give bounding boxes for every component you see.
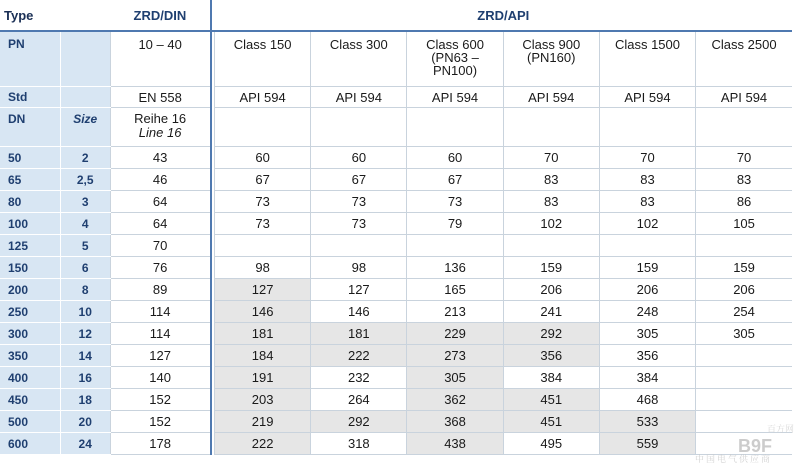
api-value-cell: 73 <box>311 191 407 213</box>
api-value-cell: 83 <box>696 169 792 191</box>
api-value-cell: 451 <box>503 411 599 433</box>
api-value-cell: 206 <box>696 279 792 301</box>
group-header-row <box>0 0 792 31</box>
api-value-cell: 232 <box>311 367 407 389</box>
api-value-cell: 206 <box>599 279 695 301</box>
api-value-cell: 222 <box>311 345 407 367</box>
std-label-blank <box>60 87 110 108</box>
api-value-cell: 222 <box>215 433 311 455</box>
dn-cell: 50 <box>0 147 60 169</box>
api-value-cell: 127 <box>311 279 407 301</box>
size-cell: 18 <box>60 389 110 411</box>
table-row <box>0 279 792 301</box>
din-value-cell: 114 <box>110 323 210 345</box>
api-value-cell: 79 <box>407 213 503 235</box>
api-value-cell: 83 <box>599 169 695 191</box>
dn-cell: 350 <box>0 345 60 367</box>
api-value-cell: 102 <box>599 213 695 235</box>
std-row <box>0 87 792 108</box>
size-cell: 16 <box>60 367 110 389</box>
std-api-cell: API 594 <box>215 87 311 108</box>
api-value-cell: 495 <box>503 433 599 455</box>
api-value-cell: 533 <box>599 411 695 433</box>
din-line-cell <box>110 108 210 147</box>
api-value-cell: 241 <box>503 301 599 323</box>
size-cell: 3 <box>60 191 110 213</box>
table-row <box>0 433 792 455</box>
api-value-cell: 229 <box>407 323 503 345</box>
table-row <box>0 323 792 345</box>
size-cell: 2,5 <box>60 169 110 191</box>
api-value-cell <box>696 389 792 411</box>
dn-cell: 600 <box>0 433 60 455</box>
api-value-cell: 468 <box>599 389 695 411</box>
api-value-cell <box>696 235 792 257</box>
api-value-cell: 305 <box>407 367 503 389</box>
api-value-cell: 184 <box>215 345 311 367</box>
type-label: Type <box>0 0 110 31</box>
din-value-cell: 89 <box>110 279 210 301</box>
table-row <box>0 389 792 411</box>
api-value-cell: 181 <box>215 323 311 345</box>
api-value-cell: 273 <box>407 345 503 367</box>
watermark-site: 百方网 <box>766 424 794 434</box>
api-value-cell: 203 <box>215 389 311 411</box>
table-row <box>0 257 792 279</box>
api-value-cell: 362 <box>407 389 503 411</box>
size-cell: 4 <box>60 213 110 235</box>
dn-cell: 300 <box>0 323 60 345</box>
api-group-label: ZRD/API <box>215 0 793 31</box>
api-value-cell: 60 <box>215 147 311 169</box>
pn-class-cell: Class 2500 <box>696 31 792 87</box>
din-value-cell: 46 <box>110 169 210 191</box>
pn-class-cell: Class 300 <box>311 31 407 87</box>
api-value-cell: 318 <box>311 433 407 455</box>
dn-cell: 65 <box>0 169 60 191</box>
din-line-en: Line 16 <box>138 125 182 140</box>
api-value-cell: 70 <box>696 147 792 169</box>
api-value-cell: 384 <box>599 367 695 389</box>
din-value-cell: 64 <box>110 213 210 235</box>
din-line-de: Reihe 16 <box>134 111 187 126</box>
api-value-cell: 191 <box>215 367 311 389</box>
size-cell: 2 <box>60 147 110 169</box>
din-value-cell: 152 <box>110 389 210 411</box>
pn-row <box>0 31 792 87</box>
api-value-cell: 264 <box>311 389 407 411</box>
api-value-cell: 70 <box>599 147 695 169</box>
size-cell: 24 <box>60 433 110 455</box>
size-cell: 5 <box>60 235 110 257</box>
std-api-cell: API 594 <box>599 87 695 108</box>
api-value-cell: 356 <box>503 345 599 367</box>
din-group-label: ZRD/DIN <box>110 0 210 31</box>
dn-cell: 80 <box>0 191 60 213</box>
table-row <box>0 147 792 169</box>
din-value-cell: 64 <box>110 191 210 213</box>
api-value-cell: 105 <box>696 213 792 235</box>
din-value-cell: 127 <box>110 345 210 367</box>
size-cell: 20 <box>60 411 110 433</box>
api-value-cell: 159 <box>503 257 599 279</box>
table-row <box>0 301 792 323</box>
empty-cell <box>311 108 407 147</box>
size-cell: 10 <box>60 301 110 323</box>
api-value-cell: 60 <box>311 147 407 169</box>
std-api-cell: API 594 <box>503 87 599 108</box>
empty-cell <box>407 108 503 147</box>
api-value-cell: 83 <box>503 169 599 191</box>
dn-cell: 400 <box>0 367 60 389</box>
table-row <box>0 191 792 213</box>
api-value-cell: 146 <box>311 301 407 323</box>
dn-cell: 200 <box>0 279 60 301</box>
api-value-cell: 146 <box>215 301 311 323</box>
api-value-cell: 98 <box>311 257 407 279</box>
std-din-value: EN 558 <box>110 87 210 108</box>
api-value-cell: 384 <box>503 367 599 389</box>
api-value-cell: 213 <box>407 301 503 323</box>
api-value-cell: 60 <box>407 147 503 169</box>
table-row <box>0 411 792 433</box>
size-label: Size <box>60 108 110 147</box>
api-value-cell: 451 <box>503 389 599 411</box>
dn-cell: 125 <box>0 235 60 257</box>
din-value-cell: 43 <box>110 147 210 169</box>
watermark-subtitle: 中国电气供应商 <box>694 454 772 464</box>
api-value-cell: 356 <box>599 345 695 367</box>
api-value-cell: 159 <box>696 257 792 279</box>
api-value-cell: 83 <box>599 191 695 213</box>
din-value-cell: 178 <box>110 433 210 455</box>
std-label: Std <box>0 87 60 108</box>
api-value-cell: 368 <box>407 411 503 433</box>
pn-class-cell: Class 1500 <box>599 31 695 87</box>
api-value-cell <box>407 235 503 257</box>
empty-cell <box>696 108 792 147</box>
din-value-cell: 140 <box>110 367 210 389</box>
api-value-cell: 305 <box>599 323 695 345</box>
api-value-cell <box>599 235 695 257</box>
pn-class-cell: Class 900 (PN160) <box>503 31 599 87</box>
api-value-cell: 165 <box>407 279 503 301</box>
api-value-cell: 67 <box>215 169 311 191</box>
api-value-cell <box>311 235 407 257</box>
dn-header-row <box>0 108 792 147</box>
api-value-cell: 219 <box>215 411 311 433</box>
api-value-cell: 136 <box>407 257 503 279</box>
api-value-cell: 70 <box>503 147 599 169</box>
std-api-cell: API 594 <box>696 87 792 108</box>
table-row <box>0 367 792 389</box>
api-value-cell: 73 <box>407 191 503 213</box>
api-value-cell: 248 <box>599 301 695 323</box>
size-cell: 12 <box>60 323 110 345</box>
api-value-cell: 254 <box>696 301 792 323</box>
dn-cell: 250 <box>0 301 60 323</box>
din-value-cell: 76 <box>110 257 210 279</box>
api-value-cell: 83 <box>503 191 599 213</box>
table-row <box>0 169 792 191</box>
empty-cell <box>503 108 599 147</box>
std-api-cell: API 594 <box>407 87 503 108</box>
api-value-cell: 159 <box>599 257 695 279</box>
size-cell: 6 <box>60 257 110 279</box>
api-value-cell: 73 <box>311 213 407 235</box>
empty-cell <box>215 108 311 147</box>
pn-label-blank <box>60 31 110 87</box>
table-row <box>0 345 792 367</box>
std-api-cell: API 594 <box>311 87 407 108</box>
api-value-cell <box>696 367 792 389</box>
api-value-cell: 86 <box>696 191 792 213</box>
api-value-cell: 67 <box>311 169 407 191</box>
api-value-cell: 305 <box>696 323 792 345</box>
pn-din-value: 10 – 40 <box>110 31 210 87</box>
table-row <box>0 235 792 257</box>
watermark-logo: B9F <box>737 436 772 456</box>
size-cell: 14 <box>60 345 110 367</box>
size-cell: 8 <box>60 279 110 301</box>
din-value-cell: 70 <box>110 235 210 257</box>
table-row <box>0 213 792 235</box>
api-value-cell: 98 <box>215 257 311 279</box>
api-value-cell <box>503 235 599 257</box>
pn-class-cell: Class 150 <box>215 31 311 87</box>
dn-cell: 450 <box>0 389 60 411</box>
din-value-cell: 152 <box>110 411 210 433</box>
dn-cell: 500 <box>0 411 60 433</box>
empty-cell <box>599 108 695 147</box>
api-value-cell: 438 <box>407 433 503 455</box>
dn-label: DN <box>0 108 60 147</box>
pn-label: PN <box>0 31 60 87</box>
api-value-cell: 559 <box>599 433 695 455</box>
dn-cell: 100 <box>0 213 60 235</box>
api-value-cell: 73 <box>215 191 311 213</box>
pn-class-cell: Class 600 (PN63 – PN100) <box>407 31 503 87</box>
api-value-cell: 67 <box>407 169 503 191</box>
din-value-cell: 114 <box>110 301 210 323</box>
api-value-cell: 206 <box>503 279 599 301</box>
api-value-cell <box>215 235 311 257</box>
api-value-cell: 102 <box>503 213 599 235</box>
api-value-cell: 127 <box>215 279 311 301</box>
api-value-cell <box>696 345 792 367</box>
api-value-cell: 73 <box>215 213 311 235</box>
dn-cell: 150 <box>0 257 60 279</box>
api-value-cell: 292 <box>503 323 599 345</box>
api-value-cell: 292 <box>311 411 407 433</box>
api-value-cell: 181 <box>311 323 407 345</box>
